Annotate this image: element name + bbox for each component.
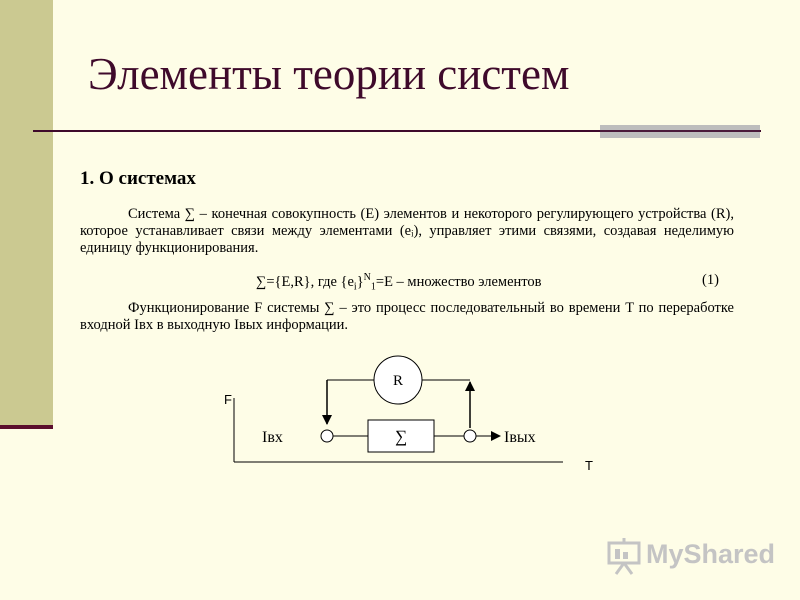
- myshared-logo: [606, 537, 776, 575]
- input-node: [321, 430, 333, 442]
- slide-title: Элементы теории систем: [88, 49, 570, 99]
- left-decor-underline: [0, 425, 53, 429]
- input-label: Iвх: [262, 429, 283, 446]
- definition-paragraph: Система ∑ – конечная совокупность (E) элементов и некоторого регулирующего устройства (R), которое устанавливает связи между элементами (eᵢ), управляет этими связями, создавая неделимую единицу функционирования.: [80, 206, 734, 256]
- axis-t-label: T: [585, 458, 593, 473]
- formula-sup-n: N: [363, 272, 371, 283]
- formula-part1: ∑={E,R}, где {e: [256, 273, 354, 290]
- logo-text: MyShared: [646, 539, 776, 569]
- formula-part2: }: [356, 273, 364, 290]
- regulator-label: R: [392, 373, 404, 389]
- axis-f-label: F: [224, 392, 232, 407]
- formula-part3: =E – множество элементов: [375, 273, 542, 290]
- presentation-board-icon: [606, 537, 642, 575]
- formula-number: (1): [702, 272, 719, 288]
- left-decor-bar: [0, 0, 53, 425]
- title-rule-accent-line: [600, 130, 760, 132]
- system-diagram: [220, 350, 610, 475]
- formula-sub-i: i: [353, 281, 357, 293]
- formula: [256, 272, 542, 293]
- output-label: Iвых: [504, 429, 536, 446]
- system-label: ∑: [394, 427, 408, 446]
- output-node: [464, 430, 476, 442]
- section-heading: 1. О системах: [80, 168, 196, 189]
- formula-sub-1: 1: [370, 281, 376, 293]
- functioning-paragraph: Функционирование F системы ∑ – это процесс последовательный во времени T по переработке входной Iвх в выходную Iвых информации.: [80, 300, 734, 333]
